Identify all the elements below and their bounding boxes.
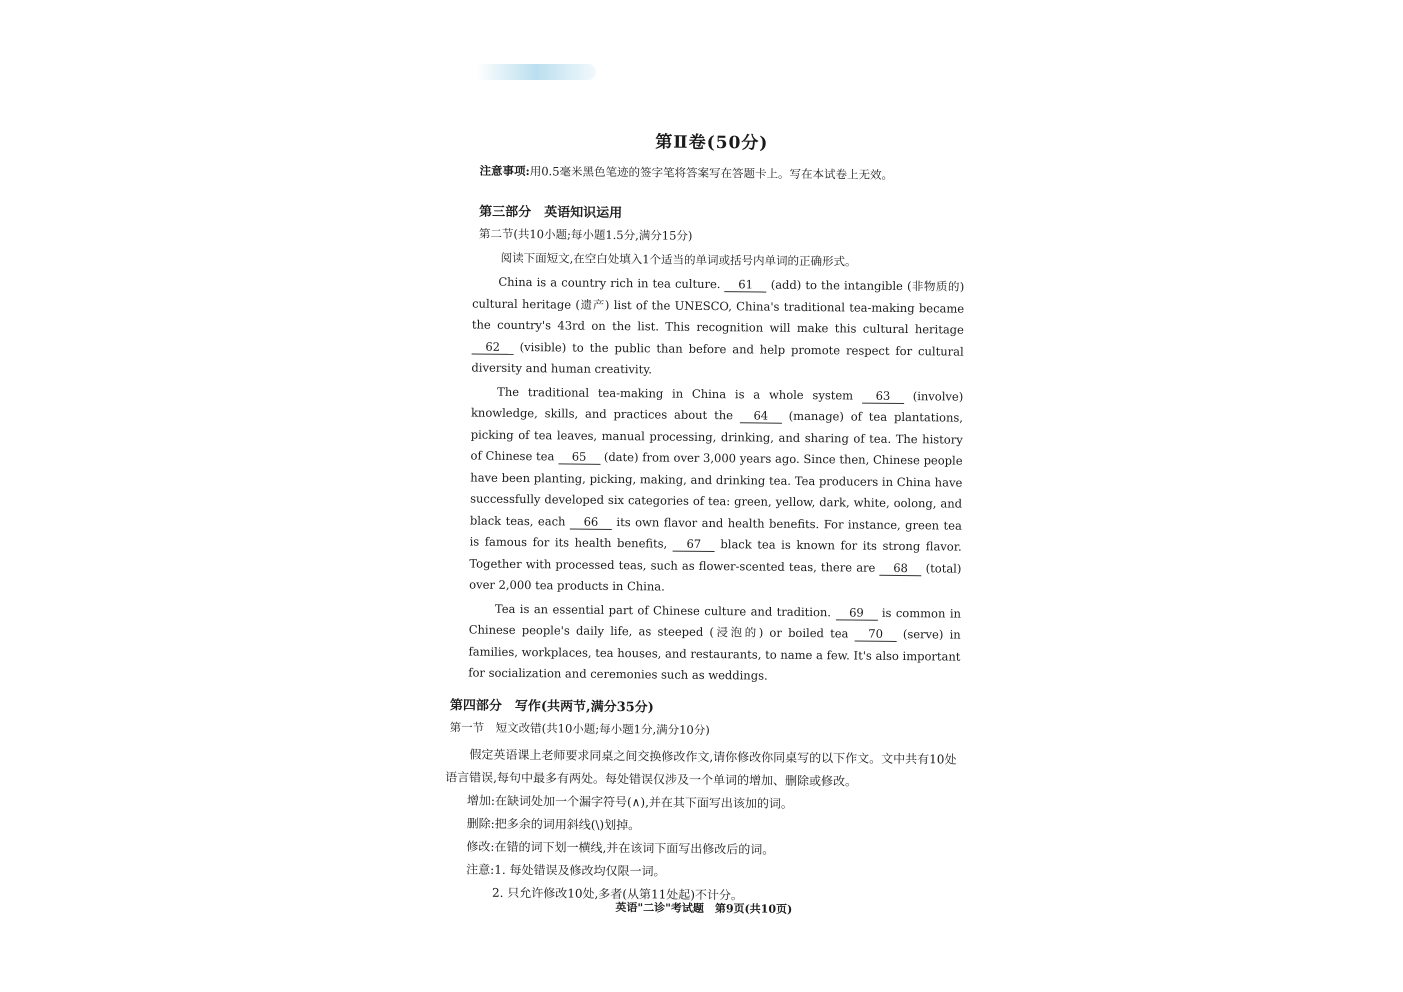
notice: [479, 163, 971, 184]
p2-text-e: (date) from over 3,000 years ago. Since then, Chinese people have been planting, picking, making, and drinking tea. Tea producers in China have successfully developed six categories of tea: green, yellow, dark, white, oolong, and black teas, each: [469, 449, 963, 528]
rule-add: 增加:在缺词处加一个漏字符号(∧),并在其下面写出该加的词。: [466, 792, 794, 811]
scan-smudge: [476, 64, 596, 80]
passage-paragraph-3: [468, 598, 961, 689]
blank-62: 62: [472, 339, 514, 354]
notice-label: 注意事项:: [479, 163, 530, 179]
blank-61: 61: [725, 277, 767, 292]
p3-text-a: Tea is an essential part of Chinese culture and tradition.: [494, 601, 832, 619]
exam-page: [444, 125, 972, 930]
p2-text-a: The traditional tea-making in China is a whole system: [497, 384, 854, 402]
note-1: 注意:1. 每处错误及修改均仅限一词。: [466, 861, 666, 879]
blank-67: 67: [673, 537, 715, 552]
note-2: 2. 只允许修改10处,多者(从第11处起)不计分。: [491, 885, 744, 902]
blank-68: 68: [879, 560, 921, 575]
part3-heading: 第三部分 英语知识运用: [479, 204, 623, 222]
blank-64: 64: [740, 408, 782, 423]
part4-intro: 假定英语课上老师要求同桌之间交换修改作文,请你修改你同桌写的以下作文。文中共有10处语言错误,每句中最多有两处。每处错误仅涉及一个单词的增加、删除或修改。: [445, 746, 957, 789]
blank-70: 70: [855, 627, 897, 642]
p1-text-a: China is a country rich in tea culture.: [498, 274, 721, 292]
p3-text-c: is common in Chinese people's daily life, as steeped (浸泡的) or boiled tea: [468, 605, 962, 641]
page-footer: 英语"二诊"考试题 第9页(共10页): [615, 901, 793, 916]
p2-text-f: its own flavor and health benefits. For instance, green tea is famous for its health benefits,: [469, 514, 962, 551]
notice-text: 用0.5毫米黑色笔迹的签字笔将答案写在答题卡上。写在本试卷上无效。: [529, 164, 894, 182]
rule-modify: 修改:在错的词下划一横线,并在该词下面写出修改后的词。: [466, 838, 775, 857]
p2-text-h: (total) over 2,000 tea products in China.: [469, 560, 962, 594]
blank-69: 69: [835, 605, 877, 620]
part4-heading: 第四部分 写作(共两节,满分35分): [449, 697, 654, 715]
passage-paragraph-1: [471, 271, 964, 384]
p1-text-d: (visible) to the public than before and help promote respect for cultural diversity and human creativity.: [471, 339, 964, 377]
blank-63: 63: [862, 388, 904, 403]
p3-text-d: (serve) in families, workplaces, tea houses, and restaurants, to name a few. It's also important for socialization and ceremonies such as weddings.: [468, 627, 961, 683]
blank-65: 65: [558, 449, 600, 464]
blank-66: 66: [570, 514, 612, 529]
page-title: 第Ⅱ卷(50分): [655, 132, 769, 154]
rule-delete: 删除:把多余的词用斜线(\)划掉。: [466, 815, 641, 832]
part3-instruction: 阅读下面短文,在空白处填入1个适当的单词或括号内单词的正确形式。: [500, 250, 857, 269]
passage-paragraph-2: [469, 381, 963, 601]
p1-text-c: (add) to the intangible (非物质的) cultural heritage (遗产) list of the UNESCO, China's traditional tea-making became the country's 43rd on the list. This recognition will make this cultural heritage: [471, 277, 965, 337]
part4-section: 第一节 短文改错(共10小题;每小题1分,满分10分): [449, 719, 710, 737]
p2-text-d: (manage) of tea plantations, picking of tea leaves, manual processing, drinking, and sharing of tea. The history of Chinese tea: [470, 408, 964, 464]
p2-text-g: black tea is known for its strong flavor. Together with processed teas, such as flower-scented teas, there are: [469, 537, 962, 575]
p2-text-c: (involve) knowledge, skills, and practices about the: [470, 388, 964, 423]
part3-section: 第二节(共10小题;每小题1.5分,满分15分): [478, 226, 693, 243]
